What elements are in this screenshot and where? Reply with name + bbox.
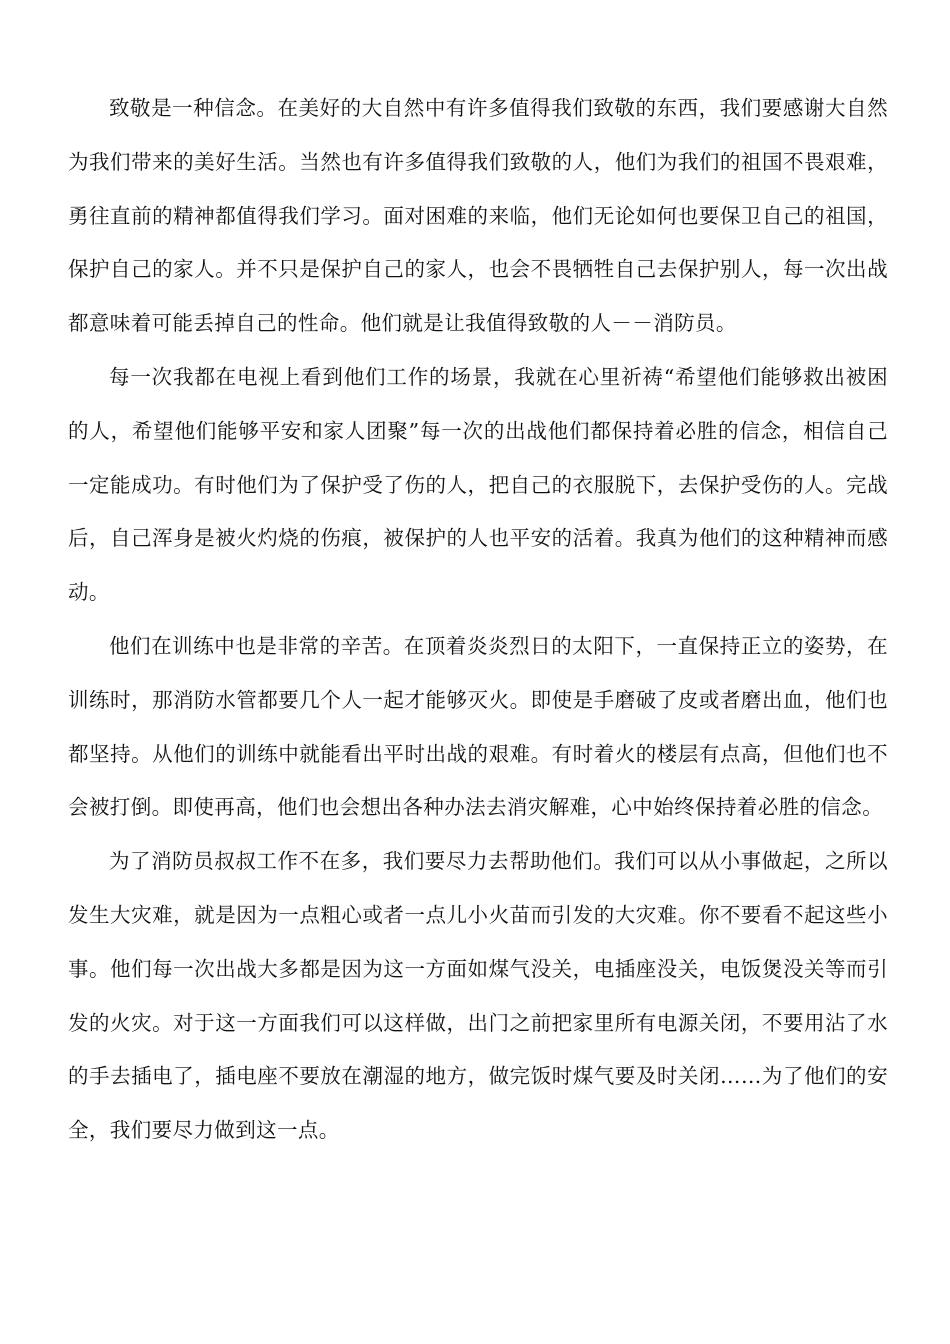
paragraph-3: 他们在训练中也是非常的辛苦。在顶着炎炎烈日的太阳下，一直保持正立的姿势，在训练时，那消防水管都要几个人一起才能够灭火。即使是手磨破了皮或者磨出血，他们也都坚持。从他们的训练中就能看出平时出战的艰难。有时着火的楼层有点高，但他们也不会被打倒。即使再高，他们也会想出各种办法去消灾解难，心中始终保持着必胜的信念。 bbox=[68, 633, 888, 820]
paragraph-1: 致敬是一种信念。在美好的大自然中有许多值得我们致敬的东西，我们要感谢大自然为我们带来的美好生活。当然也有许多值得我们致敬的人，他们为我们的祖国不畏艰难，勇往直前的精神都值得我们学习。面对困难的来临，他们无论如何也要保卫自己的祖国，保护自己的家人。并不只是保护自己的家人，也会不畏牺牲自己去保护别人，每一次出战都意味着可能丢掉自己的性命。他们就是让我值得致敬的人－－消防员。 bbox=[68, 96, 888, 336]
paragraph-4: 为了消防员叔叔工作不在多，我们要尽力去帮助他们。我们可以从小事做起，之所以发生大灾难，就是因为一点粗心或者一点儿小火苗而引发的大灾难。你不要看不起这些小事。他们每一次出战大多都是因为这一方面如煤气没关，电插座没关，电饭煲没关等而引发的火灾。对于这一方面我们可以这样做，出门之前把家里所有电源关闭，不要用沾了水的手去插电了，插电座不要放在潮湿的地方，做完饭时煤气要及时关闭……为了他们的安全，我们要尽力做到这一点。 bbox=[68, 849, 888, 1143]
document-body bbox=[68, 82, 888, 1158]
paragraph-2: 每一次我都在电视上看到他们工作的场景，我就在心里祈祷“希望他们能够救出被困的人，希望他们能够平安和家人团聚”每一次的出战他们都保持着必胜的信念，相信自己一定能成功。有时他们为了保护受了伤的人，把自己的衣服脱下，去保护受伤的人。完战后，自己浑身是被火灼烧的伤痕，被保护的人也平安的活着。我真为他们的这种精神而感动。 bbox=[68, 364, 888, 605]
